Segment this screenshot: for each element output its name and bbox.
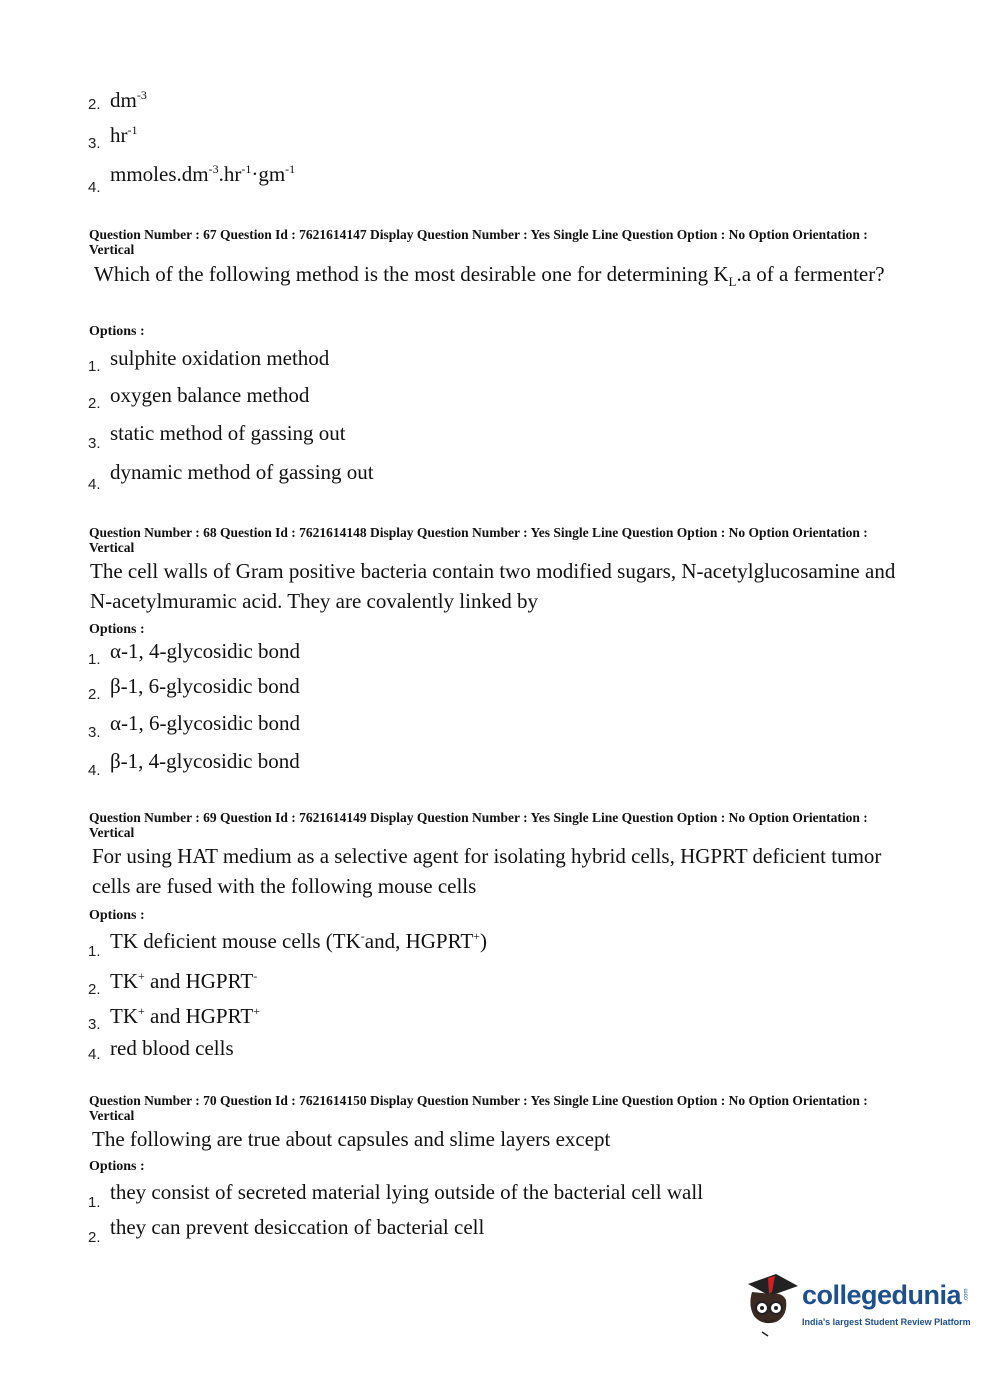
question-67-meta: Question Number : 67 Question Id : 7621614147 Display Question Number : Yes Single Line Question Option : No Option Orientation : Vertical: [89, 227, 868, 257]
mascot-graduate-icon: [742, 1270, 800, 1340]
question-68-meta: Question Number : 68 Question Id : 7621614148 Display Question Number : Yes Single Line Question Option : No Option Orientation : Vertical: [89, 525, 868, 555]
question-69-text: For using HAT medium as a selective agent for isolating hybrid cells, HGPRT deficient tumor cells are fused with the following mouse cells: [92, 844, 882, 898]
question-70-options-label: Options :: [89, 1159, 145, 1174]
question-70-meta: Question Number : 70 Question Id : 7621614150 Display Question Number : Yes Single Line Question Option : No Option Orientation : Vertical: [89, 1093, 868, 1123]
question-68-text: The cell walls of Gram positive bacteria contain two modified sugars, N-acetylglucosamine and N-acetylmuramic acid. They are covalently linked by: [90, 559, 896, 613]
question-68-options-label: Options :: [89, 622, 145, 637]
question-69-options-label: Options :: [89, 908, 145, 923]
logo-suffix: .com: [963, 1288, 970, 1302]
question-67-options-label: Options :: [89, 324, 145, 339]
logo-wordmark: collegedunia: [802, 1280, 962, 1310]
collegedunia-logo: [742, 1270, 972, 1340]
prev-option-2-text: dm: [110, 88, 137, 112]
prev-option-3-text: hr: [110, 123, 128, 147]
exam-page: 2. $dm^{-3}$ 3. $hr^{-1}$ 4. $mmoles.dm^{-3}.hr^{-1}\cdot gm^{-1}$ Question Number : 67 Question Id : 7621614147 Display Question Number : Yes Single Line Question Option : No Option Orientation : Vertical Which of the following method is the most desirable one for determining $K_L.a$ of a fermenter? Options : 1. sulphite oxidation method 2. oxygen balance method 3. static method of gassing out 4. dynamic method of gassing out Question Number : 68 Question Id : 7621614148 Display Question Number : Yes Single Line Question Option : No Option Orientation : Vertical The cell walls of Gram positive bacteria contain two modified sugars, N-acetylglucosamine and N-acetylmuramic acid. They are covalently linked by Options : 1. α-1, 4-glycosidic bond 2. β-1, 6-glycosidic bond 3. α-1, 6-glycosidic bond 4. β-1, 4-glycosidic bond Question Number : 69 Question Id : 7621614149 Display Question Number : Yes Single Line Question Option : No Option Orientation : Vertical For using HAT medium as a selective agent for isolating hybrid cells, HGPRT deficient tumor cells are fused with the following mouse cells Options : 1. TK deficient mouse cells (TK-and, HGPRT+) 2. TK+ and HGPRT- 3. TK+ and HGPRT+ 4. red blood cells Question Number : 70 Question Id : 7621614150 Display Question Number : Yes Single Line Question Option : No Option Orientation : Vertical The following are true about capsules and slime layers except Options : 1. they consist of secreted material lying outside of the bacterial cell wall 2. they can prevent desiccation of bacterial cell collegedunia .com India's largest Student Review Platform: [0, 0, 1000, 1375]
question-69-meta: Question Number : 69 Question Id : 7621614149 Display Question Number : Yes Single Line Question Option : No Option Orientation : Vertical: [89, 810, 868, 840]
logo-tagline: India's largest Student Review Platform: [802, 1317, 971, 1327]
question-67-text: Which of the following method is the most desirable one for determining $K_L.a$ of a fermenter?: [94, 262, 885, 290]
question-70-text: The following are true about capsules and slime layers except: [92, 1127, 611, 1151]
